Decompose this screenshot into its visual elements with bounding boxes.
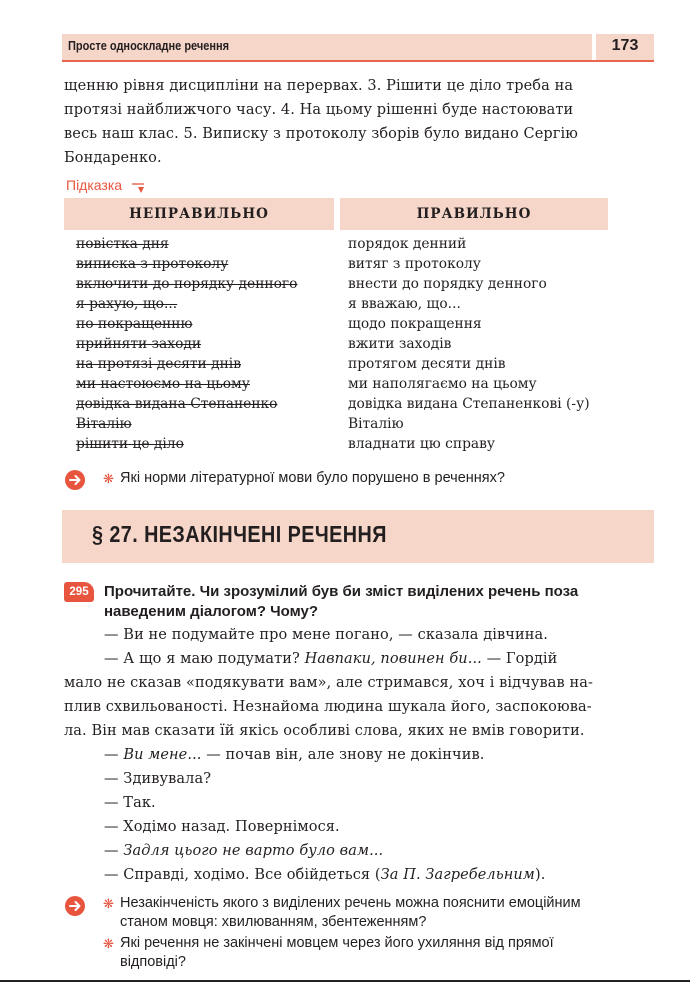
hint-label: Підказка: [66, 177, 123, 193]
dialogue-line: — Ви не подумайте про мене погано, — сказала дівчина.: [104, 627, 548, 643]
right-usage: витяг з протоколу: [348, 256, 481, 272]
wrong-usage: виписка з протоколу: [76, 256, 229, 272]
right-usage: довідка видана Степаненкові (-у): [348, 396, 590, 412]
running-title: Просте односкладне речення: [68, 39, 230, 53]
intro-line: протязі найближчого часу. 4. На цьому рішенні буде настоювати: [64, 102, 574, 118]
text-run: — почав він, але знову не докінчив.: [206, 747, 485, 763]
right-usage: я вважаю, що...: [348, 296, 461, 312]
question-text: Які норми літературної мови було порушено в реченнях?: [120, 470, 505, 486]
wrong-usage: на протязі десяти днів: [76, 356, 241, 372]
arrow-right-circle-icon: [64, 895, 86, 917]
question-text: станом мовця: хвилюванням, збентеженням?: [120, 914, 427, 930]
hint-arrow-icon: [130, 178, 150, 196]
dialogue-line: — Так.: [104, 795, 156, 811]
right-usage: владнати цю справу: [348, 436, 496, 452]
flower-icon: ❋: [103, 897, 114, 912]
text-run: ).: [534, 867, 546, 883]
question-text: відповіді?: [120, 954, 186, 970]
right-usage: внести до порядку денного: [348, 276, 547, 292]
author-attribution: За П. Загребельним: [380, 867, 535, 883]
question-text: Які речення не закінчені мовцем через його ухиляння від прямої: [120, 935, 554, 951]
right-usage: Віталію: [348, 416, 404, 432]
arrow-right-circle-icon: [64, 469, 86, 491]
header-rule: [62, 60, 654, 62]
intro-line: весь наш клас. 5. Виписку з протоколу зборів було видано Сергію: [64, 126, 578, 142]
page-number: 173: [611, 37, 639, 54]
wrong-usage: прийняти заходи: [76, 336, 202, 352]
intro-line: Бондаренко.: [64, 150, 162, 166]
wrong-usage: ми настоюємо на цьому: [76, 376, 250, 392]
right-usage: ми наполягаємо на цьому: [348, 376, 537, 392]
highlighted-sentence: Задля цього не варто було вам...: [123, 843, 384, 859]
exercise-task: наведеним діалогом? Чому?: [104, 603, 319, 620]
dialogue-line: [104, 651, 557, 667]
dialogue-line: [104, 747, 484, 763]
text-run: —: [104, 747, 119, 763]
right-usage: вжити заходів: [348, 336, 452, 352]
text-run: — А що я маю подумати?: [104, 651, 300, 667]
section-title: § 27. НЕЗАКІНЧЕНІ РЕЧЕННЯ: [92, 521, 387, 547]
flower-icon: ❋: [103, 937, 114, 952]
flower-icon: ❋: [103, 472, 114, 487]
wrong-usage: рішити це діло: [76, 436, 184, 452]
wrong-usage: я рахую, що...: [76, 296, 178, 312]
right-usage: протягом десяти днів: [348, 356, 506, 372]
wrong-usage: повістка дня: [76, 236, 169, 252]
header-right: ПРАВИЛЬНО: [416, 206, 532, 222]
question-text: Незакінченість якого з виділених речень можна пояснити емоційним: [120, 895, 581, 911]
wrong-usage: довідка видана Степаненко: [76, 396, 278, 412]
dialogue-line: [104, 843, 383, 859]
exercise-task: Прочитайте. Чи зрозумілий був би зміст виділених речень поза: [104, 583, 579, 600]
intro-line: щенню рівня дисципліни на перервах. 3. Рішити це діло треба на: [64, 78, 574, 94]
highlighted-sentence: Навпаки, повинен би...: [304, 651, 482, 667]
wrong-usage: включити до порядку денного: [76, 276, 298, 292]
dialogue-line: плив схвильованості. Незнайома людина шукала його, заспокоюва-: [64, 699, 592, 715]
dialogue-line: [104, 867, 545, 883]
dialogue-line: мало не сказав «подякувати вам», але стримався, хоч і відчував на-: [64, 675, 593, 691]
exercise-number-badge: 295: [64, 582, 94, 602]
right-usage: щодо покращення: [348, 316, 482, 332]
text-run: —: [104, 843, 119, 859]
wrong-usage: Віталію: [76, 416, 132, 432]
right-usage: порядок денний: [348, 236, 467, 252]
header-wrong: НЕПРАВИЛЬНО: [129, 206, 269, 222]
dialogue-line: ла. Він мав сказати їй якісь особливі слова, яких не вмів говорити.: [64, 723, 585, 739]
dialogue-line: — Здивувала?: [104, 771, 212, 787]
dialogue-line: — Ходімо назад. Повернімося.: [104, 819, 340, 835]
text-run: — Гордій: [486, 651, 558, 667]
text-run: — Справді, ходімо. Все обійдеться (: [104, 867, 381, 883]
highlighted-sentence: Ви мене...: [123, 747, 202, 763]
wrong-usage: по покращенню: [76, 316, 193, 332]
page-bottom-edge: [0, 980, 690, 982]
